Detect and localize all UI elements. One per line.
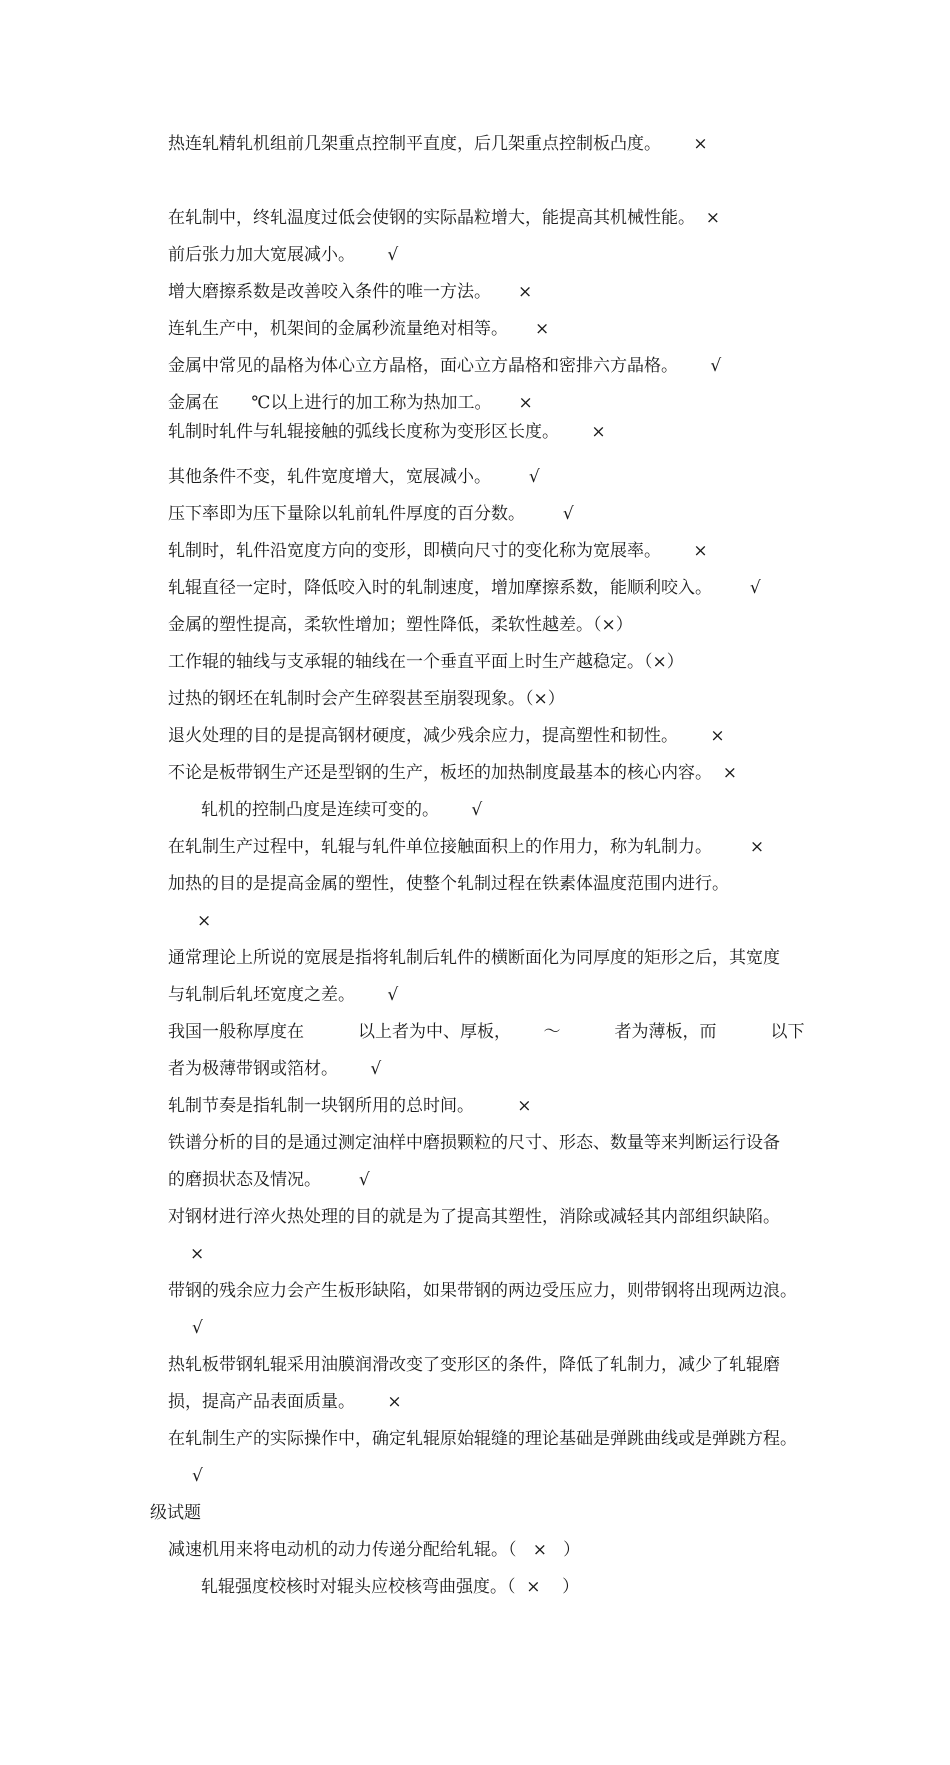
section-heading: 级试题 <box>150 1503 201 1523</box>
text-line: 增大磨擦系数是改善咬入条件的唯一方法。 × <box>168 282 533 302</box>
text-line: √ <box>192 1466 203 1486</box>
text-line: 金属的塑性提高，柔软性增加；塑性降低，柔软性越差。（×） <box>168 615 633 635</box>
text-line: 热连轧精轧机组前几架重点控制平直度，后几架重点控制板凸度。 × <box>168 134 708 154</box>
text-line: 加热的目的是提高金属的塑性，使整个轧制过程在铁素体温度范围内进行。 <box>168 874 729 894</box>
text-line: 过热的钢坯在轧制时会产生碎裂甚至崩裂现象。（×） <box>168 689 565 709</box>
text-line: 的磨损状态及情况。 √ <box>168 1170 370 1190</box>
text-line: 减速机用来将电动机的动力传递分配给轧辊。（ × ） <box>168 1540 581 1560</box>
text-line: 轧制时轧件与轧辊接触的弧线长度称为变形区长度。 × <box>168 422 606 442</box>
text-line: 热轧板带钢轧辊采用油膜润滑改变了变形区的条件，降低了轧制力，减少了轧辊磨 <box>168 1355 780 1375</box>
text-line: 在轧制中，终轧温度过低会使钢的实际晶粒增大，能提高其机械性能。 × <box>168 208 721 228</box>
text-line: 工作辊的轴线与支承辊的轴线在一个垂直平面上时生产越稳定。（×） <box>168 652 684 672</box>
text-line: 在轧制生产的实际操作中，确定轧辊原始辊缝的理论基础是弹跳曲线或是弹跳方程。 <box>168 1429 797 1449</box>
text-line: 我国一般称厚度在 以上者为中、厚板， ～ 者为薄板，而 以下 <box>168 1022 805 1042</box>
text-line: 轧制节奏是指轧制一块钢所用的总时间。 × <box>168 1096 532 1116</box>
text-line: 轧机的控制凸度是连续可变的。 √ <box>201 800 483 820</box>
text-line: 金属在 ℃以上进行的加工称为热加工。 × <box>168 393 533 413</box>
text-line: 前后张力加大宽展减小。 √ <box>168 245 399 265</box>
text-line: 对钢材进行淬火热处理的目的就是为了提高其塑性，消除或减轻其内部组织缺陷。 <box>168 1207 780 1227</box>
text-line: × <box>190 1244 205 1264</box>
text-line: 带钢的残余应力会产生板形缺陷，如果带钢的两边受压应力，则带钢将出现两边浪。 <box>168 1281 797 1301</box>
text-line: 金属中常见的晶格为体心立方晶格，面心立方晶格和密排六方晶格。 √ <box>168 356 722 376</box>
text-line: 连轧生产中，机架间的金属秒流量绝对相等。 × <box>168 319 550 339</box>
text-line: 不论是板带钢生产还是型钢的生产，板坯的加热制度最基本的核心内容。 × <box>168 763 738 783</box>
text-line: 通常理论上所说的宽展是指将轧制后轧件的横断面化为同厚度的矩形之后，其宽度 <box>168 948 780 968</box>
text-line: 其他条件不变，轧件宽度增大，宽展减小。 √ <box>168 467 540 487</box>
text-line: 压下率即为压下量除以轧前轧件厚度的百分数。 √ <box>168 504 574 524</box>
text-line: 退火处理的目的是提高钢材硬度，减少残余应力，提高塑性和韧性。 × <box>168 726 725 746</box>
text-line: 轧辊强度校核时对辊头应校核弯曲强度。（ × ） <box>201 1577 580 1597</box>
text-line: √ <box>192 1318 203 1338</box>
text-line: 与轧制后轧坯宽度之差。 √ <box>168 985 399 1005</box>
text-line: 轧辊直径一定时，降低咬入时的轧制速度，增加摩擦系数，能顺利咬入。 √ <box>168 578 761 598</box>
text-line: 者为极薄带钢或箔材。 √ <box>168 1059 382 1079</box>
text-line: 铁谱分析的目的是通过测定油样中磨损颗粒的尺寸、形态、数量等来判断运行设备 <box>168 1133 780 1153</box>
text-line: 轧制时，轧件沿宽度方向的变形，即横向尺寸的变化称为宽展率。 × <box>168 541 708 561</box>
text-line: 损，提高产品表面质量。 × <box>168 1392 402 1412</box>
text-line: 在轧制生产过程中，轧辊与轧件单位接触面积上的作用力，称为轧制力。 × <box>168 837 765 857</box>
text-line: × <box>197 911 212 931</box>
